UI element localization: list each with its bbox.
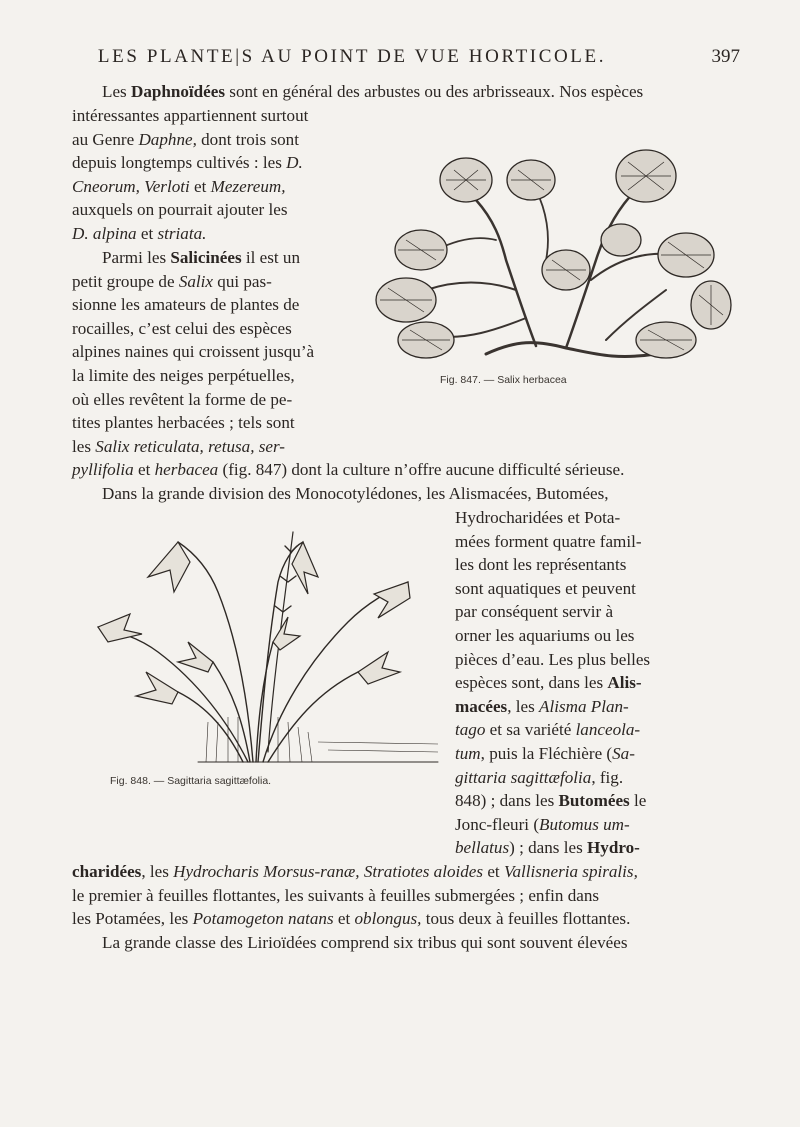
para2-last-line: pyllifolia et herbacea (fig. 847) dont la culture n’offre aucune difficulté sérieuse.: [72, 460, 625, 479]
figure-847-caption: Fig. 847. — Salix herbacea: [440, 374, 567, 386]
figure-848-sagittaria: [78, 522, 450, 770]
figure-848-caption: Fig. 848. — Sagittaria sagittæfolia.: [110, 775, 272, 787]
para3-line1: Dans la grande division des Monocotylédones, les Alismacées, Butomées,: [102, 484, 609, 503]
para2-block: Parmi les Salicinées il est un petit groupe de Salix qui pas- sionne les amateurs de plantes de rocailles, c’est celui des espèces alpines naines qui croissent jusqu’à la limite des neiges perpétuelles, où elles revêtent la forme de pe- tites plantes herbacées ; tels sont les Salix reticulata, retusa, ser-: [72, 248, 315, 456]
para3-bottom-block: charidées, les Hydrocharis Morsus-ranæ, Stratiotes aloides et Vallisneria spiralis, le premier à feuilles flottantes, les suivants à feuilles submergées ; enfin dans les Potamées, les Potamogeton natans et oblongus, tous deux à feuilles flottantes. La grande classe des Lirioïdées comprend six tribus qui sont souvent élevées: [72, 862, 638, 952]
running-header: LES PLANTE|S AU POINT DE VUE HORTICOLE.: [97, 46, 607, 67]
page-number: 397: [711, 46, 740, 67]
para1-line1: Les Daphnoïdées sont en général des arbustes ou des arbrisseaux. Nos espèces: [102, 82, 644, 101]
para1-block: intéressantes appartiennent surtout au Genre Daphne, dont trois sont depuis longtemps cultivés : les D. Cneorum, Verloti et Mezereum, auxquels on pourrait ajouter les D. alpina et striata.: [72, 106, 309, 243]
figure-847-salix-herbacea: [366, 140, 742, 372]
para3-right-column: Hydrocharidées et Pota- mées forment quatre famil- les dont les représentants sont aquatiques et peuvent par conséquent servir à orner les aquariums ou les pièces d’eau. Les plus belles espèces sont, dans les Alis- macées, les Alisma Plan- tago et sa variété lanceola- tum, puis la Fléchière (Sa- gittaria sagittæfolia, fig. 848) ; dans les Butomées le Jonc-fleuri (Butomus um- bellatus) ; dans les Hydro-: [455, 508, 651, 858]
